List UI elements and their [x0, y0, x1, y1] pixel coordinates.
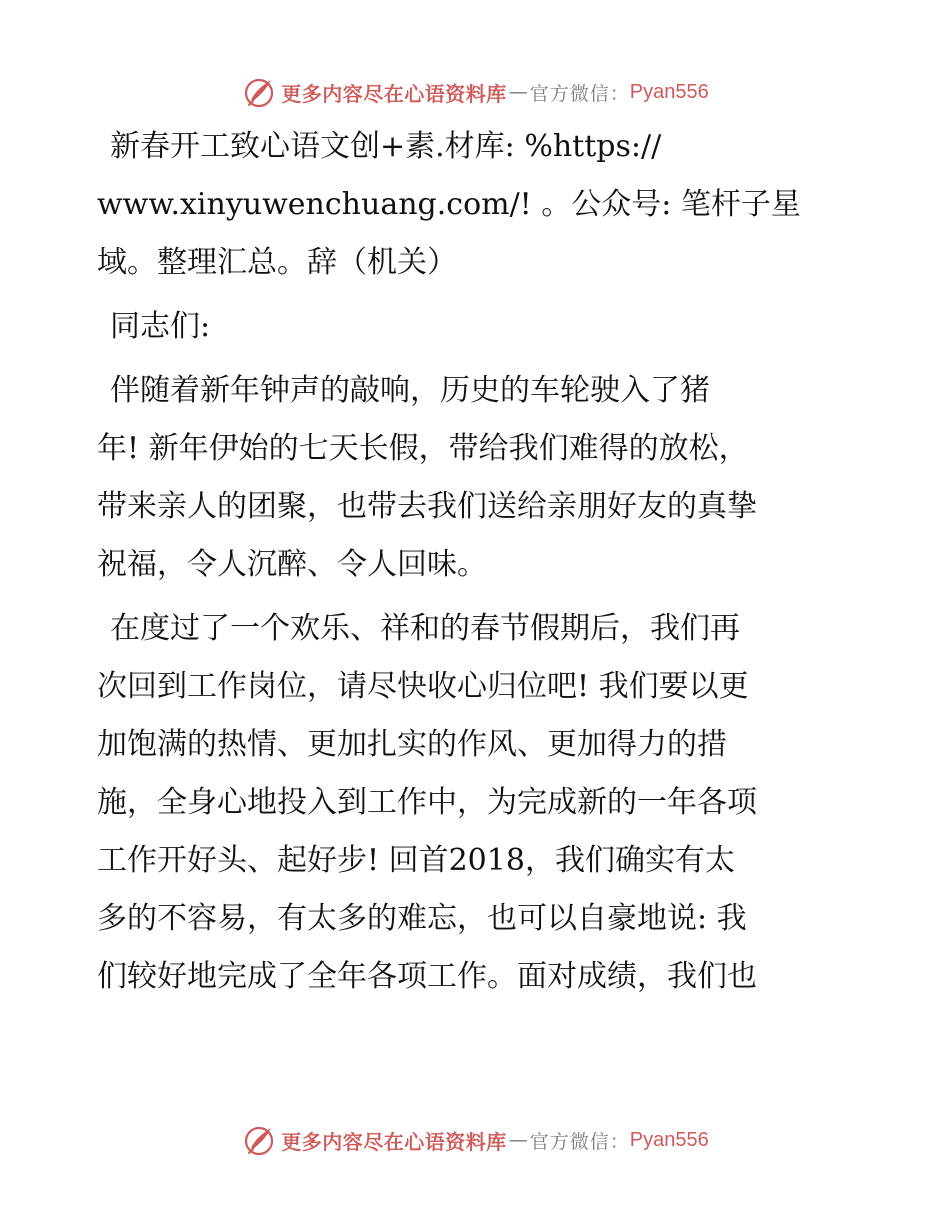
text-line: 带来亲人的团聚，也带去我们送给亲朋好友的真挚 [97, 489, 757, 524]
paragraph-new-year [97, 362, 857, 594]
paragraph-back-to-work [97, 600, 857, 1006]
text-line: 在度过了一个欢乐、祥和的春节假期后，我们再 [110, 611, 740, 646]
footer-brand-text: 更多内容尽在心语资料库 [281, 1129, 507, 1154]
quill-logo-icon [241, 1122, 277, 1158]
paragraph-title [97, 118, 857, 292]
text-line: 工作开好头、起好步! 回首2018，我们确实有太 [97, 843, 735, 878]
footer-separator: — [508, 1129, 528, 1151]
header-separator: — [508, 81, 528, 103]
paragraph-salutation [97, 298, 857, 356]
text-line: 次回到工作岗位，请尽快收心归位吧! 我们要以更 [97, 669, 749, 704]
text-line: 同志们: [110, 309, 211, 344]
header-wechat-id: Pyan556 [629, 80, 709, 103]
text-line: 祝福，令人沉醉、令人回味。 [97, 547, 487, 582]
footer-wechat-id: Pyan556 [629, 1128, 709, 1151]
text-line: 们较好地完成了全年各项工作。面对成绩，我们也 [97, 959, 757, 994]
text-line: 多的不容易，有太多的难忘，也可以自豪地说: 我 [97, 901, 747, 936]
header-brand-text: 更多内容尽在心语资料库 [281, 81, 507, 106]
quill-logo-icon [241, 74, 277, 110]
text-line: 加饱满的热情、更加扎实的作风、更加得力的措 [97, 727, 727, 762]
text-line: 年! 新年伊始的七天长假，带给我们难得的放松， [97, 431, 749, 466]
text-line: 施，全身心地投入到工作中，为完成新的一年各项 [97, 785, 757, 820]
text-line: 新春开工致心语文创+素.材库: %https:// [110, 129, 662, 164]
text-line: 伴随着新年钟声的敲响，历史的车轮驶入了猪 [110, 373, 710, 408]
text-line: www.xinyuwenchuang.com/! 。公众号: 笔杆子星 [97, 187, 801, 222]
footer-watermark-banner [0, 1120, 950, 1160]
document-body [97, 118, 857, 1012]
footer-wechat-label: 官方微信： [529, 1130, 630, 1153]
header-watermark-banner [0, 72, 950, 112]
header-wechat-label: 官方微信： [529, 82, 630, 105]
text-line: 域。整理汇总。辞（机关） [97, 245, 457, 280]
